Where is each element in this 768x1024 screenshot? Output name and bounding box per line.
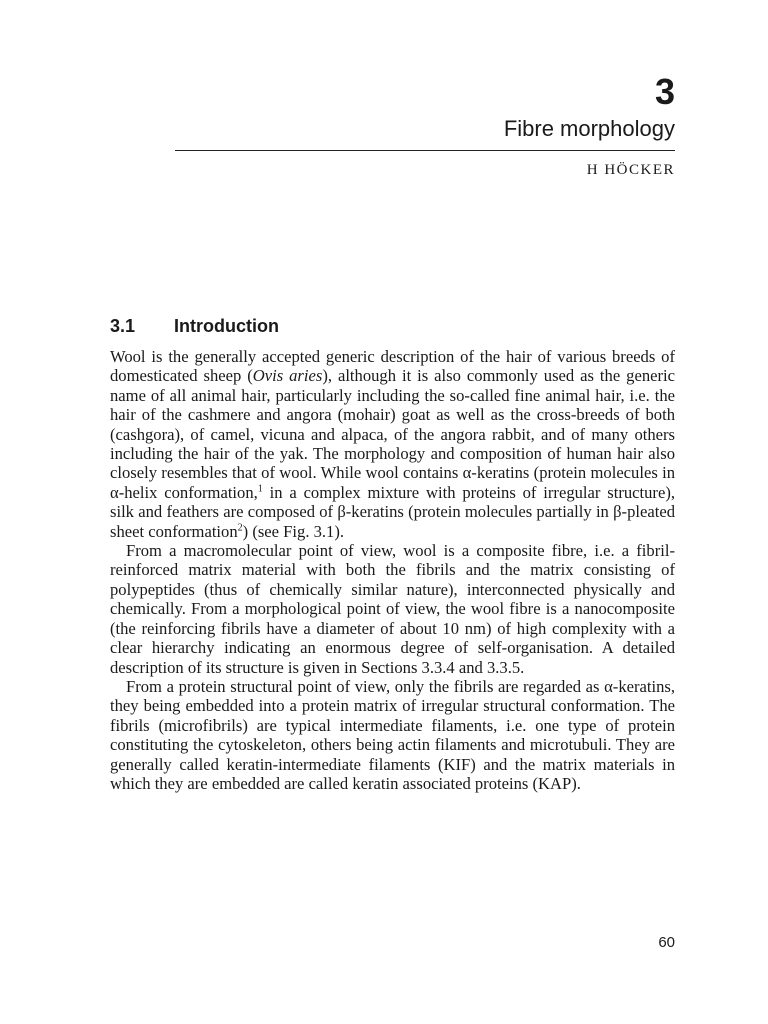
chapter-author: H HÖCKER	[586, 162, 675, 178]
footnote-ref-2: 2	[237, 522, 243, 534]
paragraph-1-part-a: Wool is the generally accepted generic description of the hair of various breeds of domesticated sheep (	[110, 347, 675, 386]
species-name: Ovis aries	[252, 366, 323, 386]
chapter-number: 3	[654, 71, 675, 112]
title-rule	[175, 150, 675, 151]
chapter-title: Fibre morphology	[503, 116, 675, 141]
paragraph-2: From a macromolecular point of view, wool is a composite fibre, i.e. a fibril-reinforced matrix material with both the fibrils and the matrix consisting of polypeptides (thus of chemically similar nature), interconnected physically and chemically. From a morphological point of view, the wool fibre is a nanocomposite (the reinforcing fibrils have a diameter of about 10 nm) of high complexity with a clear hierarchy indicating an enormous degree of self-organisation. A detailed description of its structure is given in Sections 3.3.4 and 3.3.5.	[110, 541, 675, 677]
section-number: 3.1	[110, 316, 136, 336]
paragraph-1-part-c: in a complex mixture with proteins of irregular structure), silk and feathers are composed of β-keratins (protein molecules partially in β-pleated sheet conformation	[110, 482, 675, 541]
section-heading	[110, 315, 279, 337]
paragraph-1-part-b: ), although it is also commonly used as the generic name of all animal hair, particularly including the so-called fine animal hair, i.e. the hair of the cashmere and angora (mohair) goat as well as the cross-breeds of both (cashgora), of camel, vicuna and alpaca, of the angora rabbit, and of many others including the hair of the yak. The morphology and composition of human hair also closely resembles that of wool. While wool contains α-keratins (protein molecules in α-helix conformation,	[110, 366, 675, 502]
paragraph-3: From a protein structural point of view, only the fibrils are regarded as α-keratins, they being embedded into a protein matrix of irregular structural conformation. The fibrils (microfibrils) are typical intermediate filaments, i.e. one type of protein constituting the cytoskeleton, others being actin filaments and microtubuli. They are generally called keratin-intermediate filaments (KIF) and the matrix materials in which they are embedded are called keratin associated proteins (KAP).	[110, 676, 675, 793]
paragraph-1-part-d: ) (see Fig. 3.1).	[242, 521, 345, 541]
footnote-ref-1: 1	[257, 483, 263, 495]
body-text	[110, 347, 675, 793]
page-number: 60	[658, 934, 675, 951]
paragraph-1	[110, 347, 675, 541]
section-title: Introduction	[174, 316, 279, 336]
